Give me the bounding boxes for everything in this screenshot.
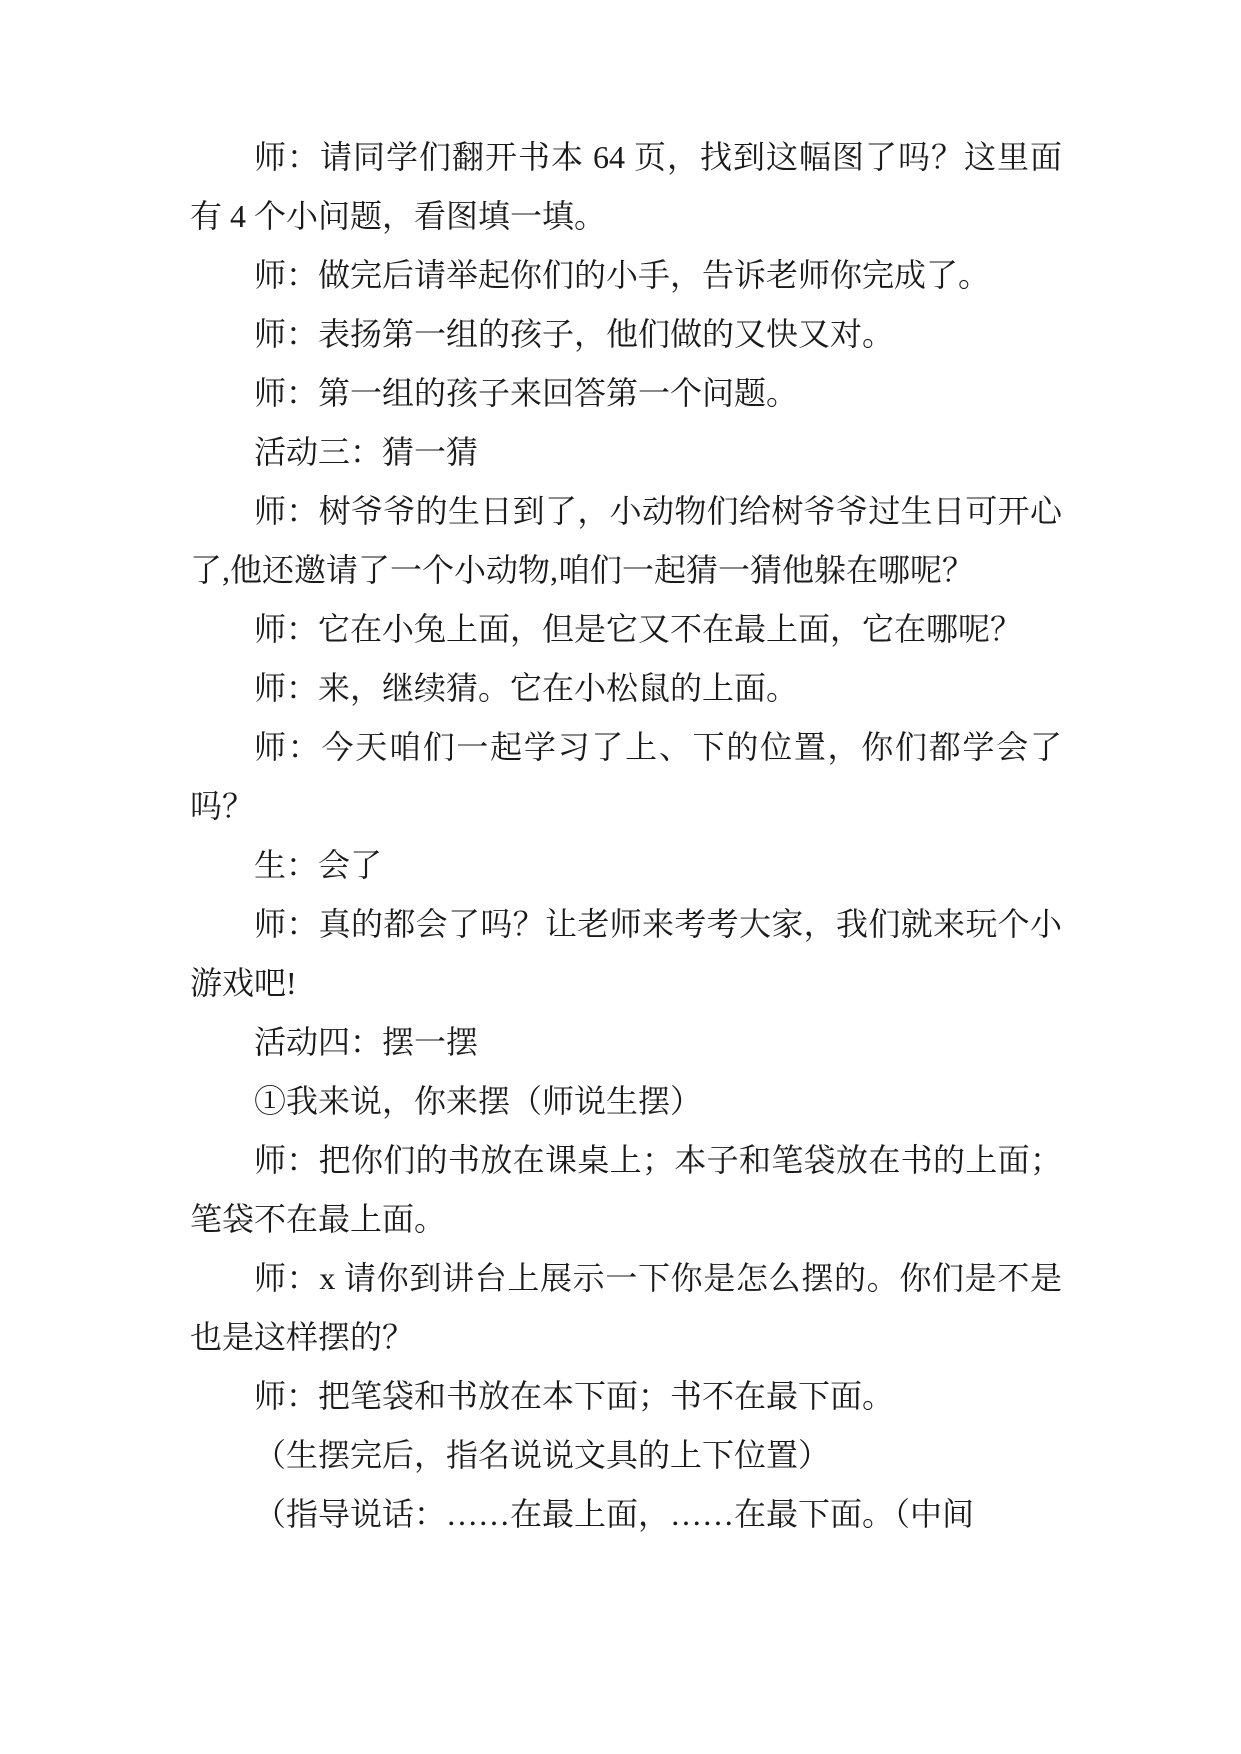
paragraph: （生摆完后，指名说说文具的上下位置） [254, 1437, 831, 1473]
paragraph: 师：它在小兔上面，但是它又不在最上面，它在哪呢？ [254, 611, 1023, 647]
paragraph: 师：树爷爷的生日到了，小动物们给树爷爷过生日可开心了,他还邀请了一个小动物,咱们一起猜一猜他躲在哪呢？ [190, 493, 1062, 588]
paragraph: （指导说话：……在最上面，……在最下面。（中间 [254, 1496, 975, 1532]
paragraph: 师：第一组的孩子来回答第一个问题。 [254, 375, 799, 411]
paragraph: 师：把笔袋和书放在本下面；书不在最下面。 [254, 1378, 895, 1414]
paragraph: 师：来，继续猜。它在小松鼠的上面。 [254, 670, 799, 706]
paragraph: 师：把你们的书放在课桌上；本子和笔袋放在书的上面；笔袋不在最上面。 [190, 1142, 1062, 1237]
document-body [190, 128, 1062, 1544]
paragraph: 师：请同学们翻开书本 64 页，找到这幅图了吗？这里面有 4 个小问题，看图填一填。 [190, 139, 1062, 234]
paragraph: 师：做完后请举起你们的小手，告诉老师你完成了。 [254, 257, 991, 293]
paragraph: 师：x 请你到讲台上展示一下你是怎么摆的。你们是不是也是这样摆的？ [190, 1260, 1062, 1355]
paragraph: 活动三：猜一猜 [254, 434, 479, 470]
paragraph: 师：真的都会了吗？让老师来考考大家，我们就来玩个小游戏吧! [190, 906, 1062, 1001]
paragraph: 活动四：摆一摆 [254, 1024, 479, 1060]
paragraph: 师：表扬第一组的孩子，他们做的又快又对。 [254, 316, 895, 352]
paragraph: ①我来说，你来摆（师说生摆） [254, 1083, 703, 1119]
paragraph: 生：会了 [254, 847, 383, 883]
paragraph: 师：今天咱们一起学习了上、下的位置，你们都学会了吗？ [190, 729, 1062, 824]
